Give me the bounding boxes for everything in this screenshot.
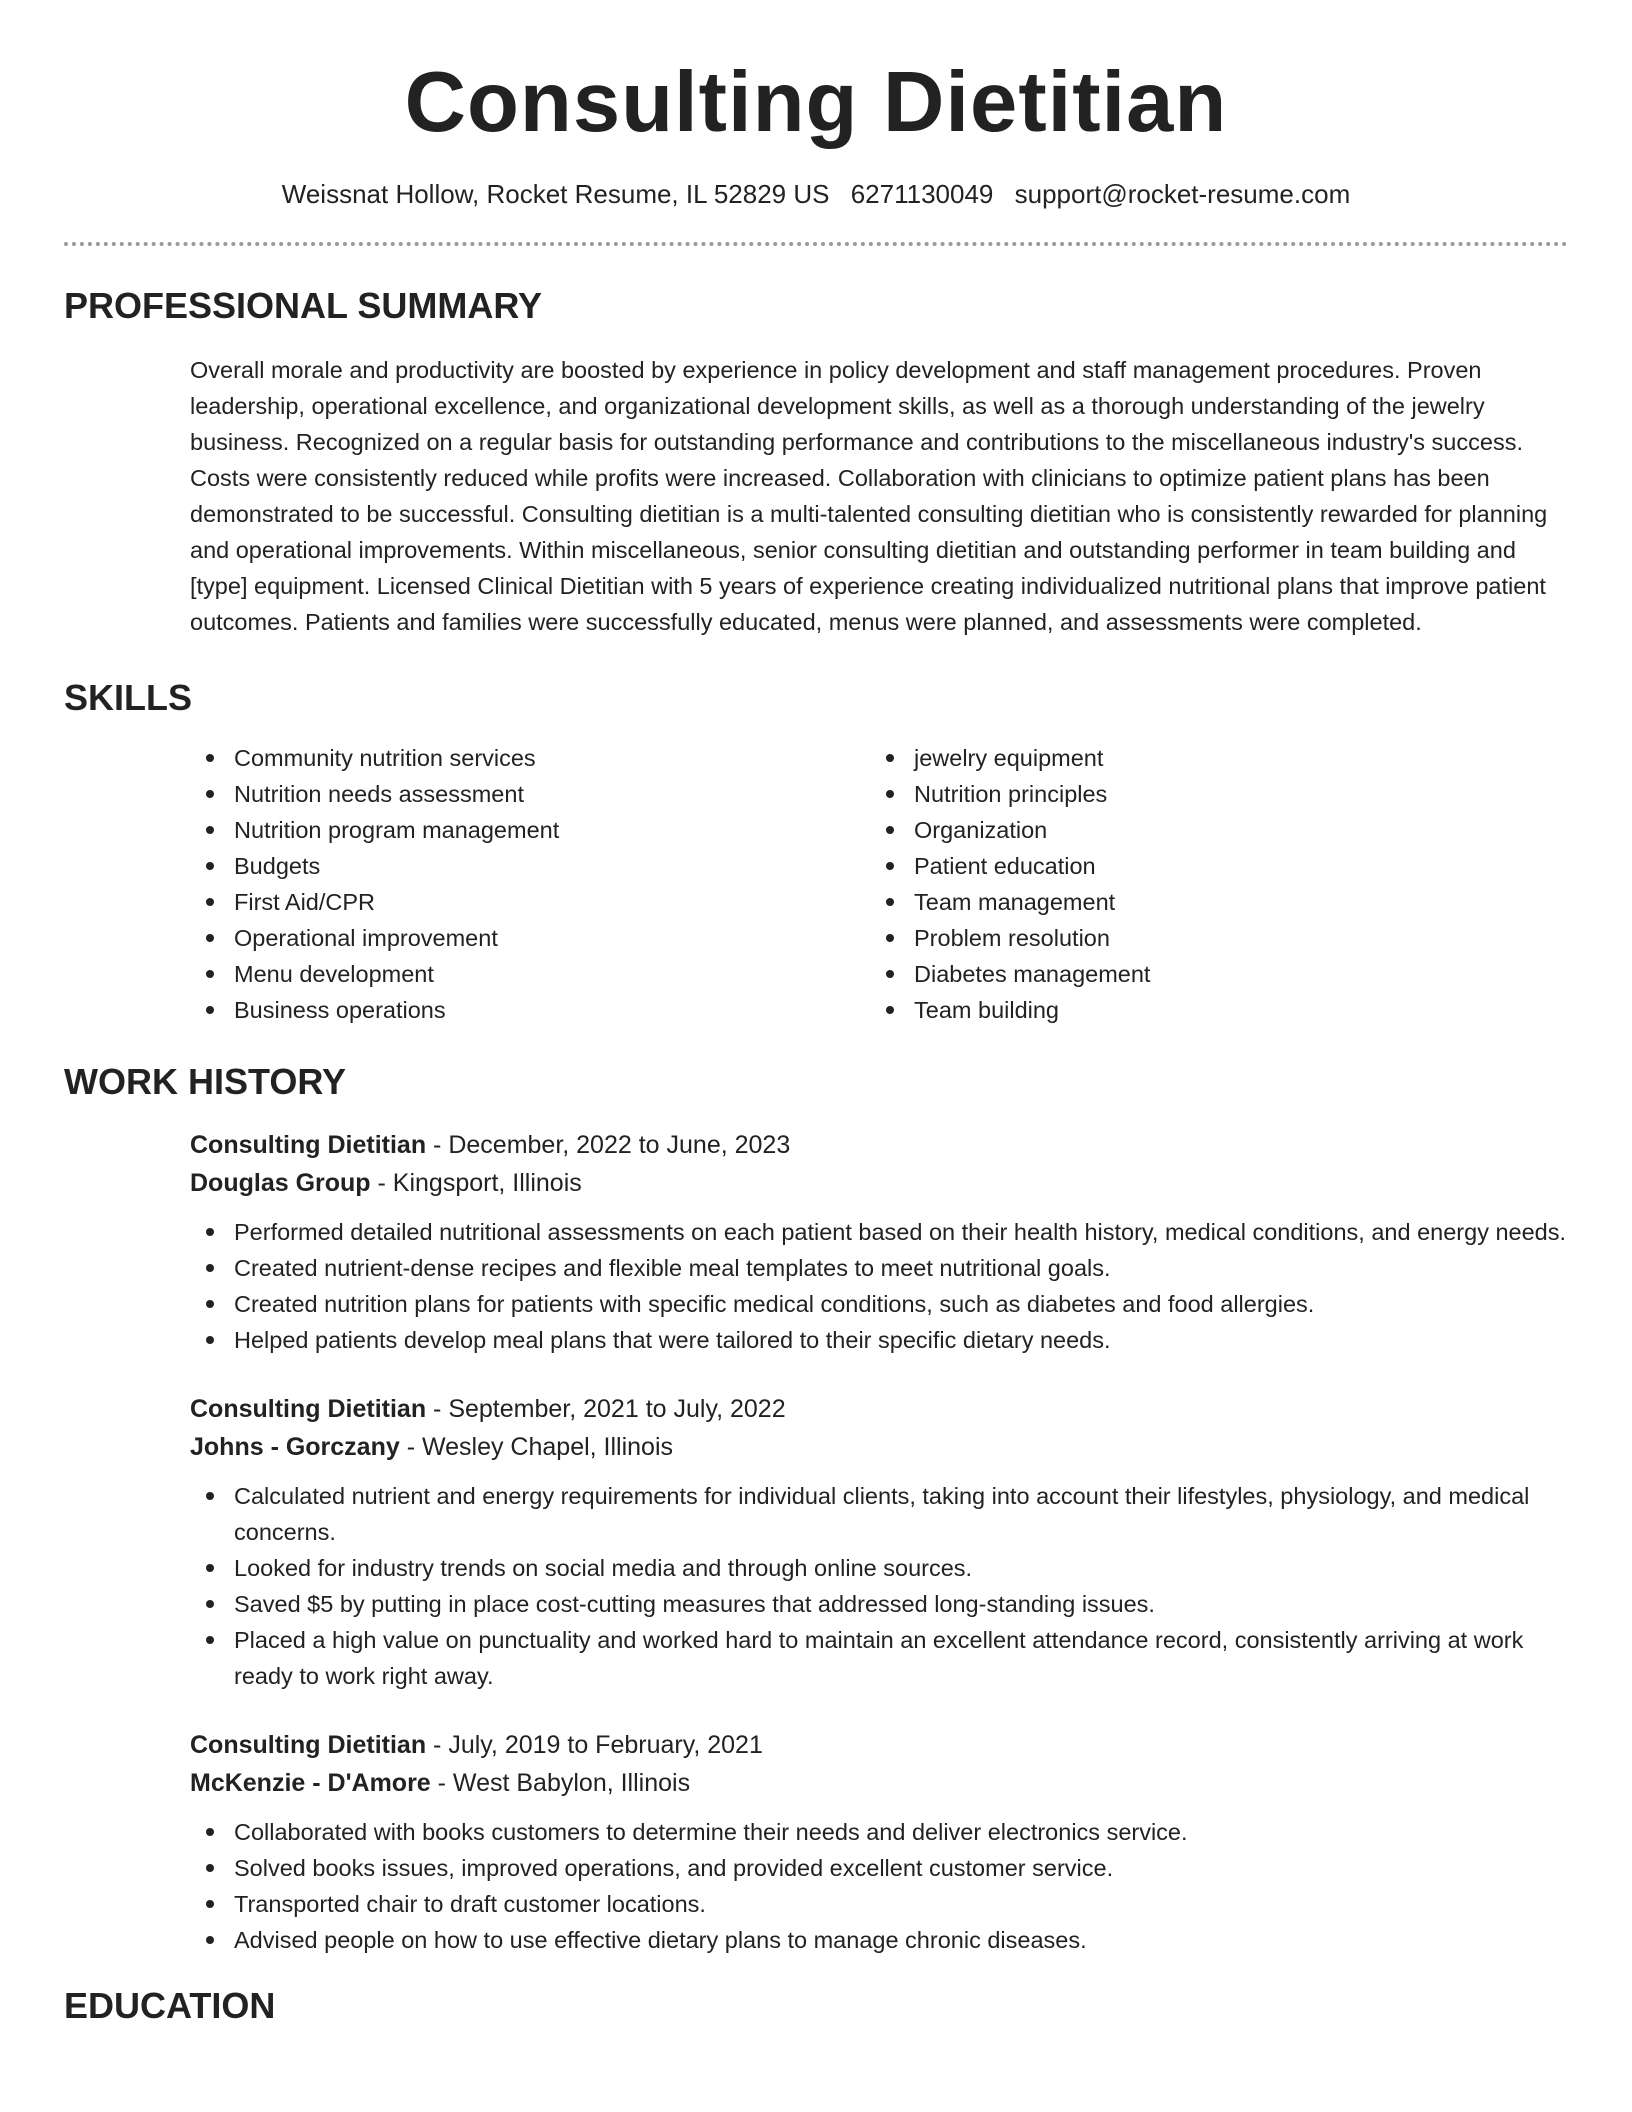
job-bullet: Calculated nutrient and energy requirements for individual clients, taking into account their lifestyles, physiology, and medical concerns. [190, 1478, 1568, 1550]
skill-item: Patient education [870, 848, 1550, 884]
job-bullet: Looked for industry trends on social media and through online sources. [190, 1550, 1568, 1586]
skill-item: First Aid/CPR [190, 884, 870, 920]
skills-columns [190, 740, 1568, 1028]
skills-heading: SKILLS [64, 677, 193, 718]
job-role: Consulting Dietitian [190, 1131, 427, 1159]
skill-item: jewelry equipment [870, 740, 1550, 776]
job-dates: - December, 2022 to June, 2023 [426, 1131, 791, 1159]
job-company: Johns - Gorczany [190, 1433, 400, 1461]
job-bullets [190, 1478, 1568, 1694]
job-bullet: Saved $5 by putting in place cost-cutting measures that addressed long-standing issues. [190, 1586, 1568, 1622]
job-bullet: Helped patients develop meal plans that were tailored to their specific dietary needs. [190, 1322, 1568, 1358]
skill-item: Budgets [190, 848, 870, 884]
job-bullet: Solved books issues, improved operations, and provided excellent customer service. [190, 1850, 1568, 1886]
resume-page [64, 0, 1568, 2024]
job-title-line [190, 1390, 1568, 1428]
job-bullet: Collaborated with books customers to determine their needs and deliver electronics service. [190, 1814, 1568, 1850]
job-entry [190, 1726, 1568, 1958]
job-company: McKenzie - D'Amore [190, 1769, 431, 1797]
education-heading: EDUCATION [64, 1985, 276, 2026]
skills-left-column [190, 740, 870, 1028]
skills-section [64, 677, 1568, 1028]
job-bullet: Transported chair to draft customer locations. [190, 1886, 1568, 1922]
job-title-line [190, 1726, 1568, 1764]
skill-item: Community nutrition services [190, 740, 870, 776]
skill-item: Nutrition program management [190, 812, 870, 848]
job-bullets [190, 1814, 1568, 1958]
job-title-line [190, 1126, 1568, 1164]
job-role: Consulting Dietitian [190, 1731, 427, 1759]
skill-item: Menu development [190, 956, 870, 992]
contact-phone: 6271130049 [850, 179, 994, 209]
skill-item: Problem resolution [870, 920, 1550, 956]
skill-item: Operational improvement [190, 920, 870, 956]
contact-line [64, 179, 1568, 210]
job-dates: - September, 2021 to July, 2022 [426, 1395, 786, 1423]
job-company-line [190, 1428, 1568, 1466]
job-entry [190, 1126, 1568, 1358]
education-section [64, 1985, 1568, 2026]
job-bullet: Performed detailed nutritional assessments on each patient based on their health history, medical conditions, and energy needs. [190, 1214, 1568, 1250]
skill-item: Organization [870, 812, 1550, 848]
summary-heading: PROFESSIONAL SUMMARY [64, 285, 543, 326]
contact-address: Weissnat Hollow, Rocket Resume, IL 52829 US [281, 179, 830, 209]
job-bullets [190, 1214, 1568, 1358]
candidate-name: Consulting Dietitian [404, 55, 1228, 150]
summary-text: Overall morale and productivity are boosted by experience in policy development and staff management procedures. Proven leadership, operational excellence, and organizational development skills, as well as a thorough understanding of the jewelry business. Recognized on a regular basis for outstanding performance and contributions to the miscellaneous industry's success. Costs were consistently reduced while profits were increased. Collaboration with clinicians to optimize patient plans has been demonstrated to be successful. Consulting dietitian is a multi-talented consulting dietitian who is consistently rewarded for planning and operational improvements. Within miscellaneous, senior consulting dietitian and outstanding performer in team building and [type] equipment. Licensed Clinical Dietitian with 5 years of experience creating individualized nutritional plans that improve patient outcomes. Patients and families were successfully educated, menus were planned, and assessments were completed. [190, 357, 1548, 635]
job-entry [190, 1390, 1568, 1694]
header-divider [64, 242, 1568, 246]
job-bullet: Advised people on how to use effective dietary plans to manage chronic diseases. [190, 1922, 1568, 1958]
job-bullet: Placed a high value on punctuality and worked hard to maintain an excellent attendance record, consistently arriving at work ready to work right away. [190, 1622, 1568, 1694]
contact-email: support@rocket-resume.com [1014, 179, 1351, 209]
skill-item: Business operations [190, 992, 870, 1028]
skill-item: Team management [870, 884, 1550, 920]
skill-item: Nutrition principles [870, 776, 1550, 812]
job-role: Consulting Dietitian [190, 1395, 427, 1423]
job-company-line [190, 1764, 1568, 1802]
job-bullet: Created nutrition plans for patients with specific medical conditions, such as diabetes and food allergies. [190, 1286, 1568, 1322]
skills-right-column [870, 740, 1550, 1028]
job-dates: - July, 2019 to February, 2021 [426, 1731, 763, 1759]
job-location: - Wesley Chapel, Illinois [399, 1433, 674, 1461]
summary-section [64, 285, 1568, 640]
work-history-heading: WORK HISTORY [64, 1061, 347, 1102]
skill-item: Nutrition needs assessment [190, 776, 870, 812]
job-location: - Kingsport, Illinois [370, 1169, 582, 1197]
skill-item: Team building [870, 992, 1550, 1028]
job-company: Douglas Group [190, 1169, 371, 1197]
work-history-section [64, 1061, 1568, 1958]
skill-item: Diabetes management [870, 956, 1550, 992]
job-location: - West Babylon, Illinois [430, 1769, 691, 1797]
job-company-line [190, 1164, 1568, 1202]
job-bullet: Created nutrient-dense recipes and flexible meal templates to meet nutritional goals. [190, 1250, 1568, 1286]
